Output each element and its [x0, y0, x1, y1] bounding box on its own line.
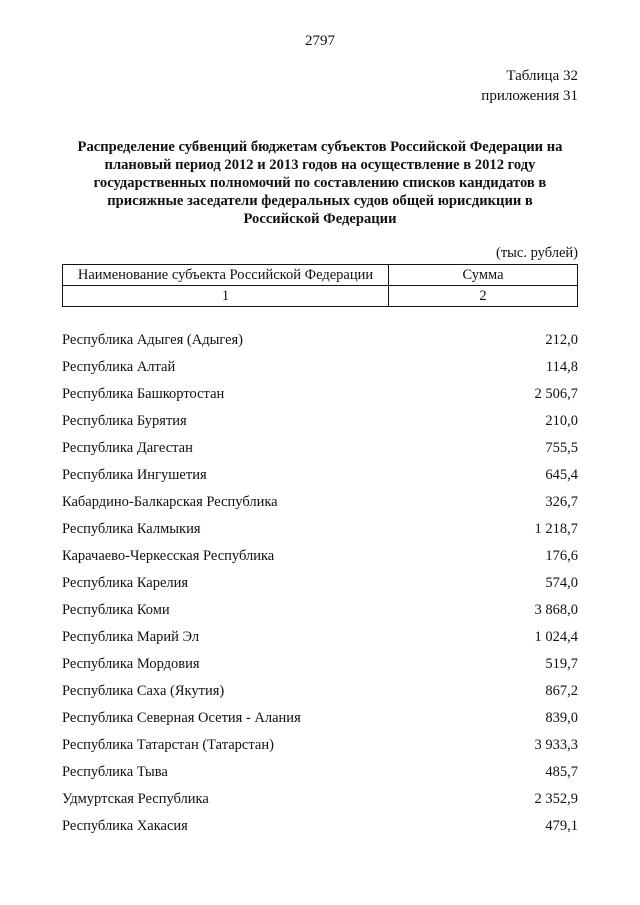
subvention-amount: 212,0 — [545, 332, 578, 348]
column-number-sum: 2 — [389, 286, 578, 307]
subvention-amount: 485,7 — [545, 764, 578, 780]
subvention-amount: 2 352,9 — [534, 791, 578, 807]
region-name: Республика Татарстан (Татарстан) — [62, 737, 274, 753]
table-header — [62, 264, 578, 307]
table-row — [62, 732, 578, 759]
units-label: (тыс. рублей) — [496, 245, 578, 261]
subvention-amount: 326,7 — [545, 494, 578, 510]
subvention-amount: 839,0 — [545, 710, 578, 726]
title-line: Распределение субвенций бюджетам субъектов Российской Федерации на — [77, 139, 563, 155]
table-row — [62, 678, 578, 705]
table-row — [62, 435, 578, 462]
title-line: плановый период 2012 и 2013 годов на осуществление в 2012 году — [104, 157, 536, 173]
table-row — [62, 651, 578, 678]
region-name: Республика Марий Эл — [62, 629, 200, 645]
title-line: государственных полномочий по составлению списков кандидатов в — [93, 175, 547, 191]
table-caption-number: Таблица 32 — [506, 68, 578, 84]
subvention-amount: 574,0 — [545, 575, 578, 591]
region-name: Республика Бурятия — [62, 413, 187, 429]
region-name: Республика Саха (Якутия) — [62, 683, 225, 699]
page-number: 2797 — [305, 33, 335, 49]
table-row — [62, 813, 578, 840]
subvention-amount: 3 933,3 — [534, 737, 578, 753]
subvention-amount: 176,6 — [545, 548, 578, 564]
region-name: Республика Карелия — [62, 575, 189, 591]
table-row — [62, 597, 578, 624]
table-row — [62, 381, 578, 408]
table-body — [62, 327, 578, 840]
table-row — [62, 489, 578, 516]
region-name: Республика Мордовия — [62, 656, 200, 672]
document-title — [62, 138, 578, 228]
column-number-name: 1 — [63, 286, 389, 307]
subvention-amount: 114,8 — [545, 359, 578, 375]
table-row — [62, 462, 578, 489]
subvention-amount: 867,2 — [545, 683, 578, 699]
region-name: Республика Дагестан — [62, 440, 193, 456]
table-row — [62, 786, 578, 813]
subvention-amount: 479,1 — [545, 818, 578, 834]
subvention-amount: 1 024,4 — [534, 629, 578, 645]
region-name: Республика Алтай — [62, 359, 176, 375]
region-name: Республика Хакасия — [62, 818, 188, 834]
title-line: присяжные заседатели федеральных судов общей юрисдикции в — [107, 193, 533, 209]
table-row — [62, 570, 578, 597]
table-caption-appendix: приложения 31 — [481, 88, 578, 104]
table-row — [62, 543, 578, 570]
subvention-amount: 210,0 — [545, 413, 578, 429]
table-row — [62, 624, 578, 651]
region-name: Республика Калмыкия — [62, 521, 201, 537]
table-row — [62, 705, 578, 732]
region-name: Республика Северная Осетия - Алания — [62, 710, 301, 726]
table-row — [62, 516, 578, 543]
region-name: Республика Ингушетия — [62, 467, 207, 483]
region-name: Республика Коми — [62, 602, 170, 618]
table-caption — [481, 66, 578, 106]
subvention-amount: 645,4 — [545, 467, 578, 483]
region-name: Республика Тыва — [62, 764, 168, 780]
subvention-amount: 1 218,7 — [534, 521, 578, 537]
column-number-row — [63, 286, 578, 307]
table-row — [62, 327, 578, 354]
header-row — [63, 265, 578, 286]
region-name: Республика Башкортостан — [62, 386, 225, 402]
table-row — [62, 759, 578, 786]
table-row — [62, 408, 578, 435]
region-name: Кабардино-Балкарская Республика — [62, 494, 278, 510]
region-name: Республика Адыгея (Адыгея) — [62, 332, 244, 348]
subvention-amount: 3 868,0 — [534, 602, 578, 618]
subvention-amount: 2 506,7 — [534, 386, 578, 402]
column-header-name: Наименование субъекта Российской Федерации — [63, 265, 389, 286]
table-row — [62, 354, 578, 381]
subvention-amount: 519,7 — [545, 656, 578, 672]
region-name: Карачаево-Черкесская Республика — [62, 548, 275, 564]
title-line: Российской Федерации — [243, 211, 397, 227]
subvention-amount: 755,5 — [545, 440, 578, 456]
region-name: Удмуртская Республика — [62, 791, 209, 807]
column-header-sum: Сумма — [389, 265, 578, 286]
